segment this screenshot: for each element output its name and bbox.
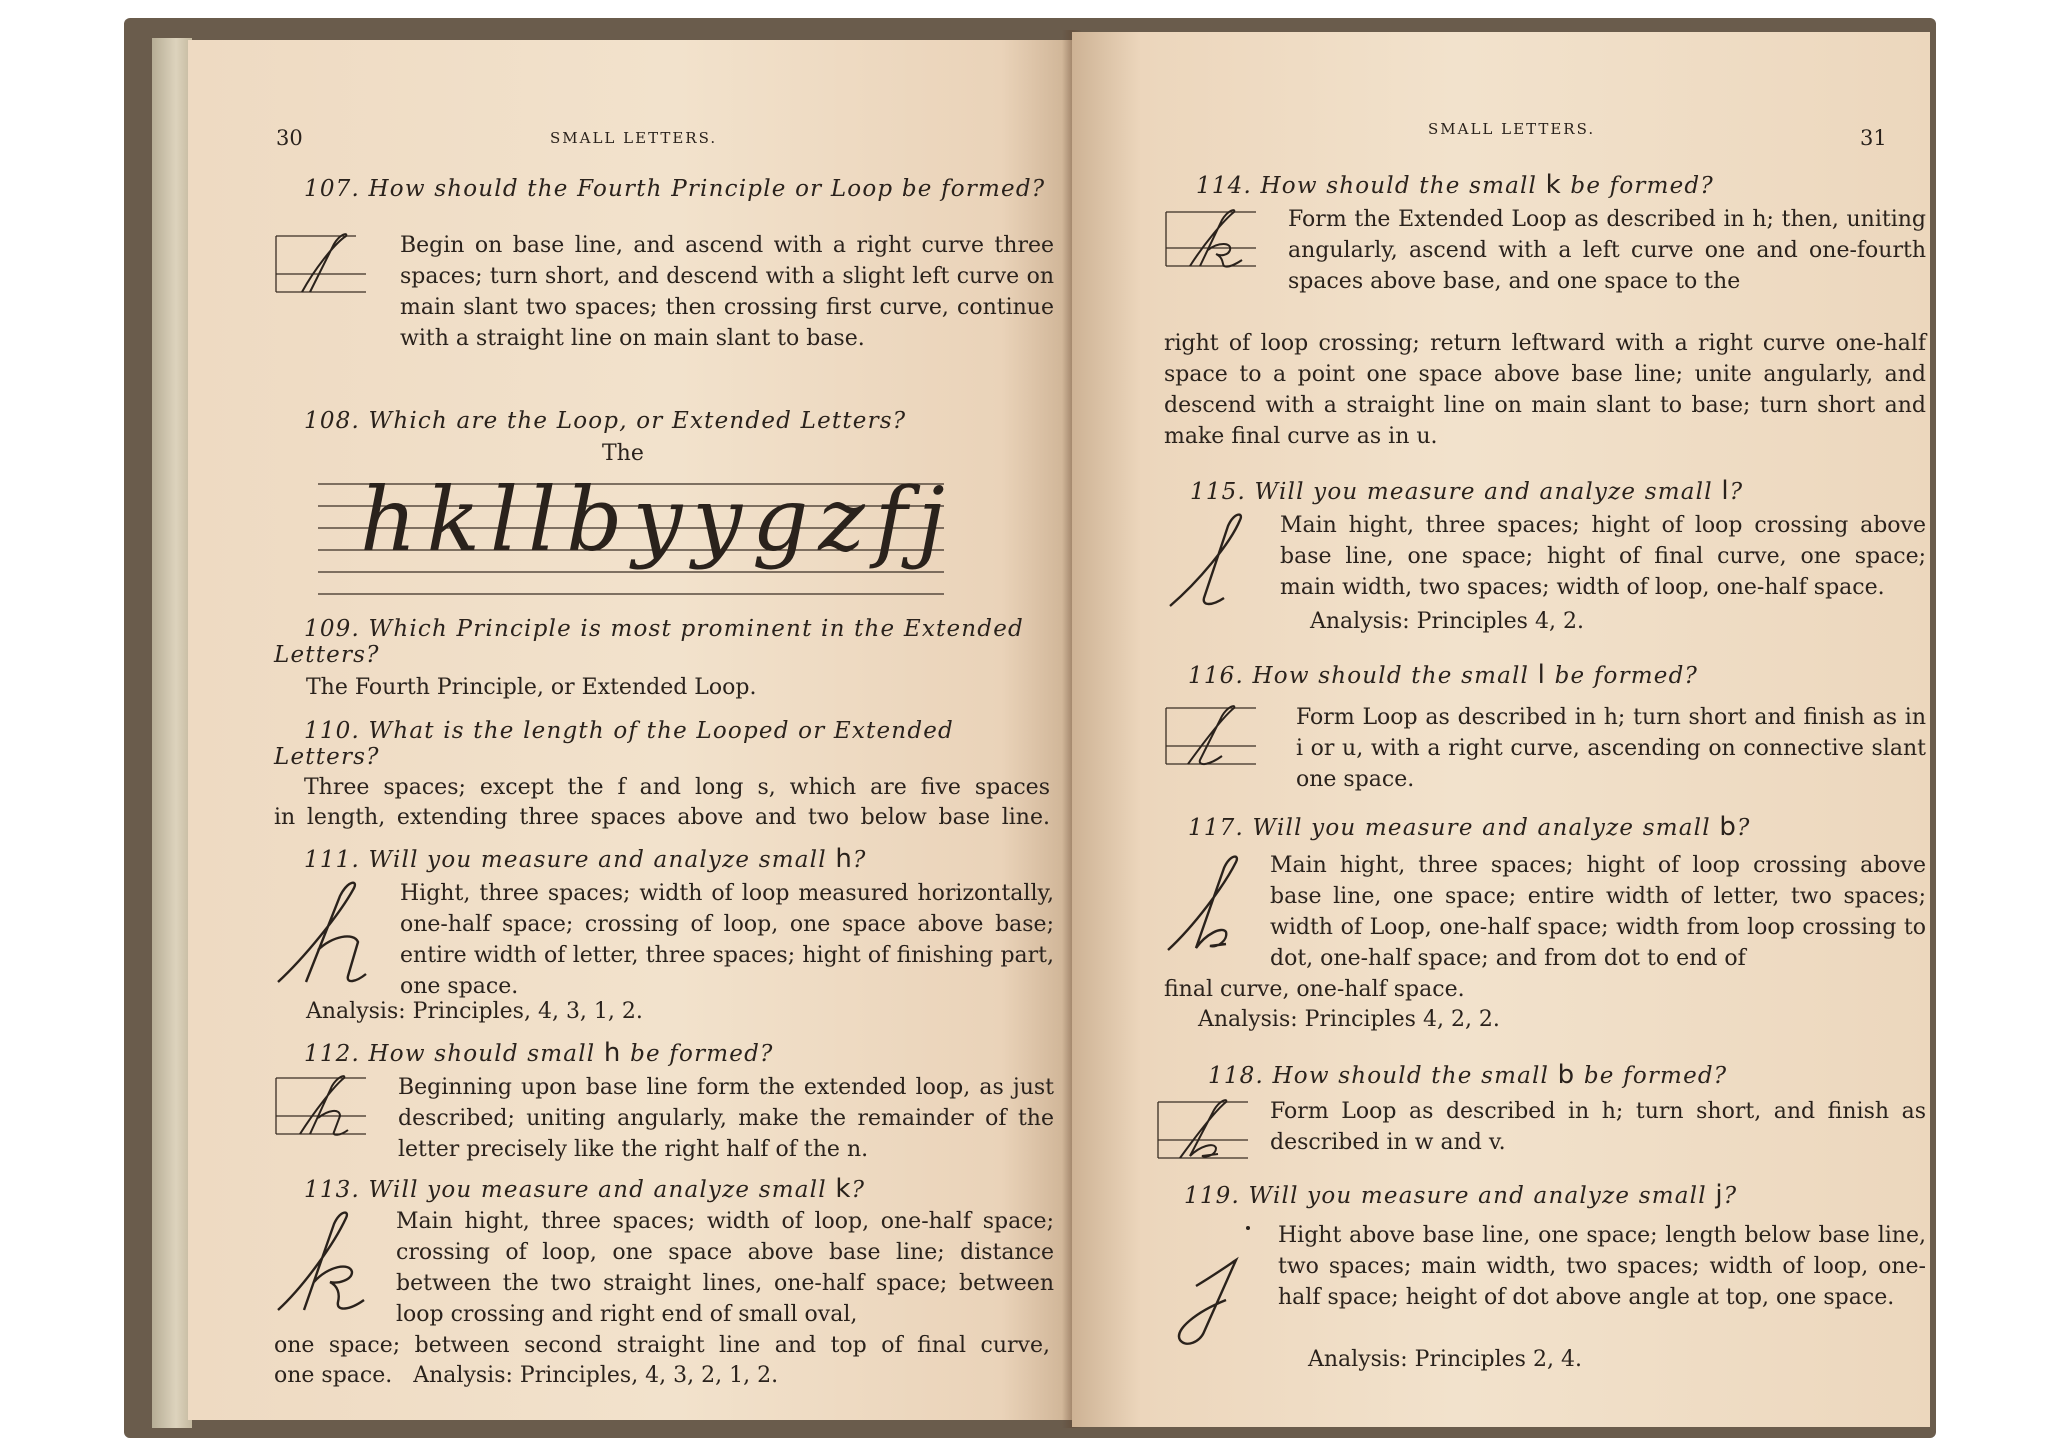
loop-diagram [274,230,394,310]
answer-109: The Fourth Principle, or Extended Loop. [306,675,757,700]
question-118-letter: b [1557,1060,1576,1090]
l-diagram-icon [1164,702,1264,778]
answer-119-block [1156,1220,1926,1350]
page-edges [152,38,192,1428]
b-script-icon [1164,850,1264,960]
answer-112: Beginning upon base line form the extended loop, as just described; uniting angularly, make the remainder of the letter precisely like the right half of the n. [398,1075,1054,1162]
answer-115: Main hight, three spaces; hight of loop crossing above base line, one space; hight of final curve, one space; main width, two spaces; width of loop, one-half space. [1280,513,1926,600]
b-diagram [1156,1096,1266,1176]
h-script-icon [274,878,394,998]
question-113-letter: k [835,1174,852,1204]
answer-110-line-2: in length, extending three spaces above and two below base line. [274,805,1050,830]
question-111-letter: h [835,844,853,874]
letter-b-script [1164,850,1268,970]
running-head: SMALL LETTERS. [550,129,718,147]
question-117 [1188,814,1751,841]
question-108: 108. Which are the Loop, or Extended Letters? [304,408,907,434]
answer-117-rest: final curve, one-half space. [1164,977,1465,1002]
answer-116: Form Loop as described in h; turn short and finish as in i or u, with a right curve, ascending on connective slant one space. [1296,705,1926,792]
question-118 [1208,1062,1727,1089]
question-110: 110. What is the length of the Looped or Extended Letters? [274,718,954,770]
question-118-text: 118. How should the small [1208,1063,1550,1089]
question-116 [1188,662,1698,689]
question-112 [304,1040,774,1067]
answer-113-block [274,1206,1054,1330]
answer-107-block [274,230,1054,354]
answer-118-block [1156,1096,1926,1176]
question-109: 109. Which Principle is most prominent in the Extended Letters? [274,616,1024,668]
ruled-lines-icon [318,470,958,600]
question-119-text: 119. Will you measure and analyze small [1184,1183,1707,1209]
h-diagram [274,1072,392,1152]
b-diagram-icon [1156,1096,1256,1172]
k-script-icon [274,1206,390,1326]
question-114-letter: k [1545,170,1562,200]
question-119 [1184,1182,1737,1209]
question-117-text: 117. Will you measure and analyze small [1188,815,1711,841]
l-diagram [1164,702,1292,792]
answer-114-block [1164,204,1926,297]
answer-112-block [274,1072,1054,1165]
h-diagram-icon [274,1072,374,1148]
question-119-end: ? [1723,1183,1738,1209]
question-112-end: be formed? [630,1041,774,1067]
question-114-text: 114. How should the small [1196,173,1538,199]
running-head: SMALL LETTERS. [1428,120,1596,138]
letter-l-script [1164,510,1276,620]
k-diagram-icon [1164,204,1264,280]
question-112-text: 112. How should small [304,1041,596,1067]
answer-114-rest: right of loop crossing; return leftward with a right curve one-half space to a point one space above base line; unite angularly, and descend with a straight line on main slant to base; turn short and make final curve as in u. [1164,331,1926,449]
question-114 [1196,172,1714,199]
loop-letters-script: hkllbyygzfj [360,468,955,571]
question-118-end: be formed? [1583,1063,1728,1089]
question-117-end: ? [1737,815,1751,841]
right-page [1072,32,1930,1427]
question-115 [1190,478,1743,505]
letter-k-script [274,1206,394,1326]
question-119-letter: j [1715,1180,1724,1210]
question-116-end: be formed? [1554,663,1699,689]
question-111-end: ? [853,847,867,873]
page-number: 30 [276,126,303,150]
letter-j-script [1156,1220,1276,1350]
question-115-text: 115. Will you measure and analyze small [1190,479,1713,505]
loop-diagram-icon [274,230,374,306]
answer-111-analysis: Analysis: Principles, 4, 3, 1, 2. [306,999,643,1024]
question-111-text: 111. Will you measure and analyze small [304,847,827,873]
answer-110-line-1: Three spaces; except the f and long s, which are five spaces [304,775,1050,800]
letter-h-script [274,878,398,998]
question-113-text: 113. Will you measure and analyze small [304,1177,827,1203]
loop-letters-figure [318,470,958,600]
left-page [188,40,1072,1420]
answer-117-block [1164,850,1926,974]
answer-117-analysis: Analysis: Principles 4, 2, 2. [1198,1007,1500,1032]
answer-116-block [1164,702,1926,795]
answer-113-line-b: one space. Analysis: Principles, 4, 3, 2, 1, 2. [274,1363,779,1388]
question-116-letter: l [1537,660,1547,690]
answer-119-analysis: Analysis: Principles 2, 4. [1308,1347,1582,1372]
answer-114: Form the Extended Loop as described in h; then, uniting angularly, ascend with a left curve one and one-fourth spaces above base, and one space to the [1288,207,1926,294]
answer-107: Begin on base line, and ascend with a right curve three spaces; turn short, and descend with a slight left curve on main slant two spaces; then crossing first curve, continue with a straight line on main slant to base. [400,233,1054,351]
answer-111-block [274,878,1054,1002]
answer-113-line-a: one space; between second straight line and top of final curve, [274,1333,1050,1358]
answer-118: Form Loop as described in h; turn short, and finish as described in w and v. [1270,1099,1926,1155]
answer-117: Main hight, three spaces; hight of loop crossing above base line, one space; entire width of letter, two spaces; width of Loop, one-half space; width from loop crossing to dot, one-half space; and from dot to end of [1270,853,1926,971]
question-107: 107. How should the Fourth Principle or Loop be formed? [304,176,1046,202]
page-number: 31 [1860,126,1887,150]
question-113-end: ? [851,1177,866,1203]
j-script-icon [1156,1220,1266,1350]
question-115-end: ? [1729,479,1744,505]
answer-115-block [1164,510,1926,620]
question-113 [304,1176,865,1203]
answer-119: Hight above base line, one space; length below base line, two spaces; main width, two spaces; width of loop, one-half space; height of dot above angle at top, one space. [1278,1223,1926,1310]
k-diagram [1164,204,1288,294]
question-115-letter: l [1721,476,1730,506]
question-111 [304,846,867,873]
answer-111: Hight, three spaces; width of loop measured horizontally, one-half space; crossing of loop, one space above base; entire width of letter, three spaces; hight of finishing part, one space. [400,881,1054,999]
question-114-end: be formed? [1570,173,1714,199]
question-112-letter: h [603,1038,622,1068]
question-116-text: 116. How should the small [1188,663,1530,689]
question-117-letter: b [1719,812,1738,842]
answer-115-analysis: Analysis: Principles 4, 2. [1310,609,1584,634]
answer-113: Main hight, three spaces; width of loop, one-half space; crossing of loop, one space above base line; distance between the two straight lines, one-half space; between loop crossing and right end of small oval, [396,1209,1054,1327]
answer-108-lead: The [602,441,644,466]
l-script-icon [1164,510,1264,620]
